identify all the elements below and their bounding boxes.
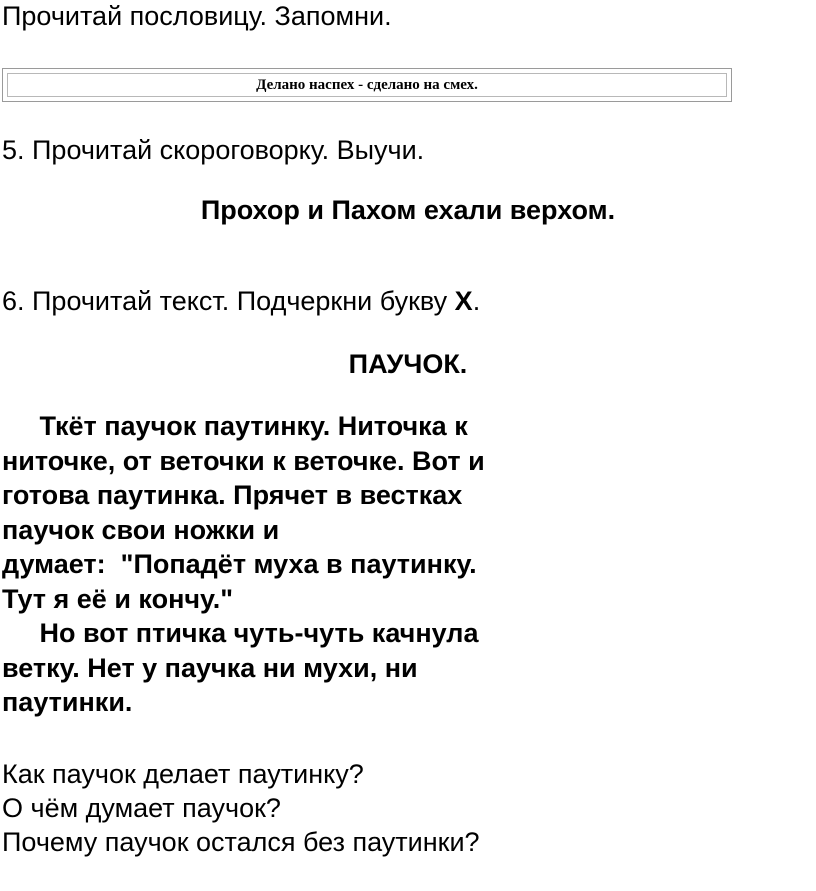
story-text xyxy=(2,409,485,720)
questions-list xyxy=(2,757,480,859)
story-line: ниточке, от веточки к веточке. Вот и xyxy=(2,445,485,476)
story-line: Но вот птичка чуть-чуть качнула xyxy=(2,618,479,648)
story-line: Тут я её и кончу." xyxy=(2,583,234,614)
story-line: ветку. Нет у паучка ни мухи, ни xyxy=(2,652,418,683)
task-6-letter: Х xyxy=(454,286,473,316)
story-line: готова паутинка. Прячет в вестках xyxy=(2,480,463,510)
story-line: Ткёт паучок паутинку. Ниточка к xyxy=(2,411,468,441)
question-item: Как паучок делает паутинку? xyxy=(2,759,364,789)
task-5-instruction: 5. Прочитай скороговорку. Выучи. xyxy=(2,135,425,165)
story-line: паутинки. xyxy=(2,687,133,717)
story-title: ПАУЧОК. xyxy=(348,349,468,379)
task-6-period: . xyxy=(472,286,481,316)
tongue-twister: Прохор и Пахом ехали верхом. xyxy=(200,195,616,225)
task-6-instruction xyxy=(2,285,480,317)
story-line: паучок свои ножки и xyxy=(2,514,280,545)
story-line: думает: "Попадёт муха в паутинку. xyxy=(2,549,477,579)
proverb-text: Делано наспех - сделано на смех. xyxy=(256,77,478,93)
question-item: Почему паучок остался без паутинки? xyxy=(2,827,480,857)
task-6-text: 6. Прочитай текст. Подчеркни букву xyxy=(2,286,455,316)
task-4-instruction: Прочитай пословицу. Запомни. xyxy=(2,1,392,31)
question-item: О чём думает паучок? xyxy=(2,793,281,823)
